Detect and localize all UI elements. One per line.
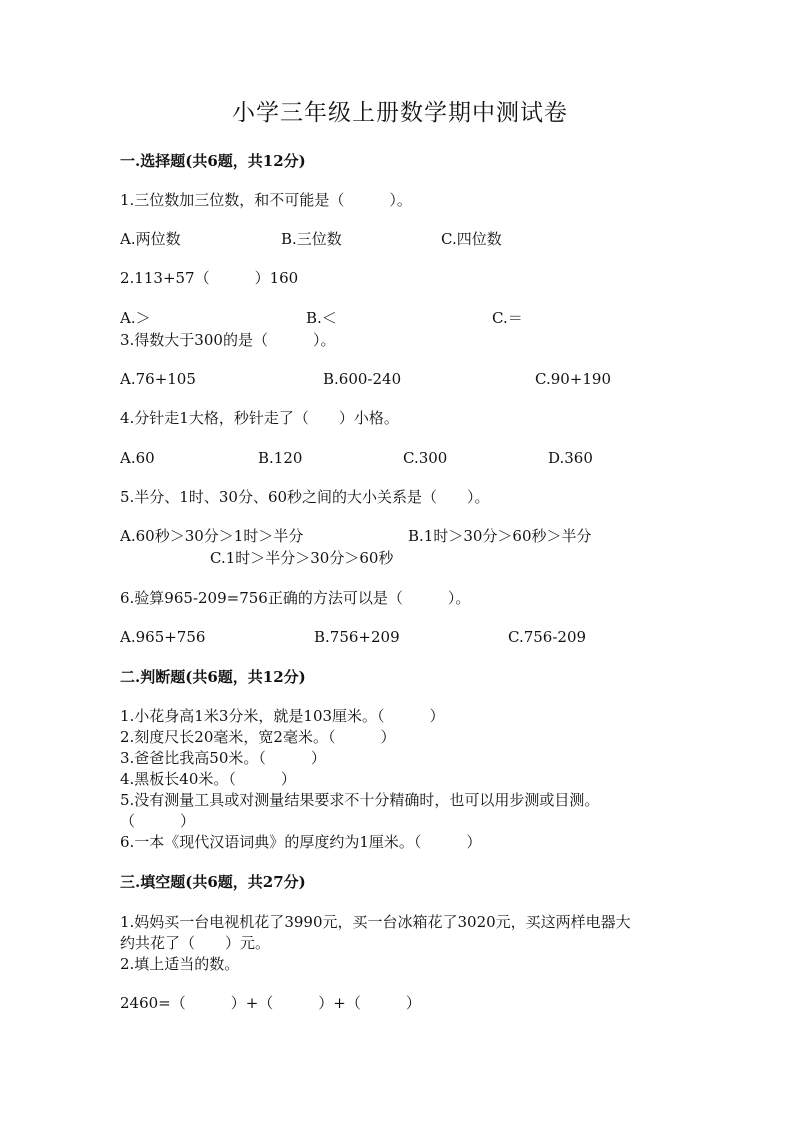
fill-in-line: 2.填上适当的数。 xyxy=(120,955,240,973)
question-stem: 6.验算965-209=756正确的方法可以是（ ）。 xyxy=(120,589,471,607)
judgement-line: 4.黑板长40米。（ ） xyxy=(120,770,296,788)
judgement-line: 2.刻度尺长20毫米，宽2毫米。（ ） xyxy=(120,728,396,746)
question-stem: 4.分针走1大格，秒针走了（ ）小格。 xyxy=(120,409,399,427)
fill-in-line: 2460=（ ）+（ ）+（ ） xyxy=(120,994,421,1012)
question-option: A.60 xyxy=(120,449,155,467)
judgement-line: 3.爸爸比我高50米。（ ） xyxy=(120,749,326,767)
judgement-line: 1.小花身高1米3分米，就是103厘米。（ ） xyxy=(120,707,445,725)
question-stem: 5.半分、1时、30分、60秒之间的大小关系是（ ）。 xyxy=(120,488,490,506)
question-option: A.两位数 xyxy=(120,230,181,248)
question-option: A.60秒＞30分＞1时＞半分 xyxy=(120,527,304,545)
question-stem: 2.113+57（ ）160 xyxy=(120,269,299,287)
fill-in-line: 约共花了（ ）元。 xyxy=(120,934,271,952)
judgement-line: （ ） xyxy=(120,812,196,830)
section-heading-choice: 一.选择题(共6题，共12分) xyxy=(120,152,306,170)
question-option: A.965+756 xyxy=(120,628,206,646)
section-heading-fill-in: 三.填空题(共6题，共27分) xyxy=(120,873,306,891)
question-option: B.三位数 xyxy=(281,230,342,248)
question-option: B.1时＞30分＞60秒＞半分 xyxy=(408,527,592,545)
question-stem: 3.得数大于300的是（ ）。 xyxy=(120,331,336,349)
question-option: D.360 xyxy=(548,449,593,467)
question-option: C.1时＞半分＞30分＞60秒 xyxy=(210,549,394,567)
question-stem: 1.三位数加三位数，和不可能是（ ）。 xyxy=(120,191,412,209)
judgement-line: 5.没有测量工具或对测量结果要求不十分精确时，也可以用步测或目测。 xyxy=(120,791,600,809)
question-option: B.＜ xyxy=(306,309,337,327)
fill-in-line: 1.妈妈买一台电视机花了3990元，买一台冰箱花了3020元，买这两样电器大 xyxy=(120,913,631,931)
question-option: C.300 xyxy=(403,449,448,467)
question-option: B.600-240 xyxy=(323,370,402,388)
question-option: C.四位数 xyxy=(441,230,502,248)
judgement-line: 6.一本《现代汉语词典》的厚度约为1厘米。（ ） xyxy=(120,833,482,851)
question-option: B.120 xyxy=(258,449,303,467)
question-option: C.756-209 xyxy=(508,628,587,646)
section-heading-judgement: 二.判断题(共6题，共12分) xyxy=(120,668,306,686)
exam-title: 小学三年级上册数学期中测试卷 xyxy=(232,100,568,126)
question-option: A.＞ xyxy=(120,309,151,327)
question-option: A.76+105 xyxy=(120,370,196,388)
question-option: C.＝ xyxy=(492,309,523,327)
question-option: C.90+190 xyxy=(535,370,611,388)
question-option: B.756+209 xyxy=(314,628,400,646)
